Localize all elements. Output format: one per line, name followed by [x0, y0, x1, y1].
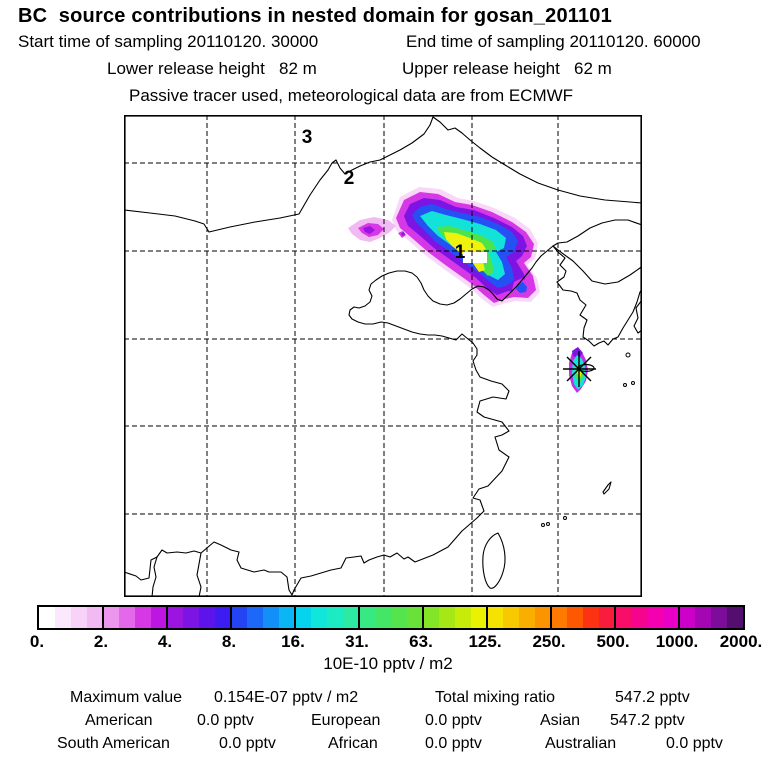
- colorbar-cell: [599, 607, 615, 628]
- inland-border-spur-west: [152, 557, 157, 597]
- colorbar-segment-separator: [486, 607, 488, 628]
- colorbar-segment-separator: [678, 607, 680, 628]
- colorbar-unit-label: 10E-10 pptv / m2: [323, 654, 453, 673]
- graticule: [124, 115, 642, 597]
- small-island: [626, 353, 630, 357]
- inland-border-spur-east: [197, 553, 201, 597]
- colorbar: [37, 605, 745, 630]
- colorbar-cell: [727, 607, 743, 628]
- colorbar-segment-separator: [614, 607, 616, 628]
- start-time-label: Start time of sampling 20110120. 30000: [18, 32, 319, 51]
- colorbar-cell: [231, 607, 247, 628]
- colorbar-segment-separator: [358, 607, 360, 628]
- colorbar-cell: [103, 607, 119, 628]
- taiwan-island: [483, 533, 505, 588]
- small-island: [624, 384, 627, 387]
- colorbar-segment-separator: [102, 607, 104, 628]
- colorbar-tick-label: 16.: [281, 632, 305, 651]
- colorbar-cell: [423, 607, 439, 628]
- colorbar-tick-label: 0.: [29, 632, 45, 651]
- region-samerican-label: South American: [57, 735, 170, 752]
- receptor-star-marker: [563, 351, 596, 387]
- coastlines: [124, 117, 642, 597]
- region-american-label: American: [85, 712, 153, 729]
- colorbar-cell: [567, 607, 583, 628]
- colorbar-cell: [551, 607, 567, 628]
- small-island: [632, 382, 635, 385]
- region-european-value: 0.0 pptv: [425, 712, 482, 729]
- colorbar-cell: [711, 607, 727, 628]
- colorbar-cells: [39, 607, 743, 628]
- colorbar-cell: [151, 607, 167, 628]
- colorbar-tick-label: 125.: [468, 632, 502, 651]
- colorbar-cell: [439, 607, 455, 628]
- small-island: [564, 517, 567, 520]
- colorbar-tick-label: 2000.: [719, 632, 763, 651]
- ryukyu-island: [603, 482, 611, 494]
- colorbar-cell: [183, 607, 199, 628]
- colorbar-cell: [279, 607, 295, 628]
- colorbar-cell: [455, 607, 471, 628]
- region-african-value: 0.0 pptv: [425, 735, 482, 752]
- colorbar-segment-separator: [230, 607, 232, 628]
- colorbar-cell: [263, 607, 279, 628]
- colorbar-cell: [215, 607, 231, 628]
- small-island: [542, 524, 545, 527]
- colorbar-cell: [135, 607, 151, 628]
- colorbar-tick-label: 31.: [345, 632, 369, 651]
- colorbar-cell: [119, 607, 135, 628]
- colorbar-cell: [39, 607, 55, 628]
- region-australian-label: Australian: [545, 735, 617, 752]
- colorbar-cell: [663, 607, 679, 628]
- colorbar-cell: [487, 607, 503, 628]
- map-frame: [125, 116, 641, 596]
- colorbar-cell: [679, 607, 695, 628]
- max-value: 0.154E-07 pptv / m2: [214, 689, 359, 706]
- colorbar-segment-separator: [550, 607, 552, 628]
- colorbar-cell: [295, 607, 311, 628]
- main-plume: [392, 187, 540, 307]
- upper-release-label: Upper release height 62 m: [402, 59, 612, 78]
- colorbar-cell: [695, 607, 711, 628]
- colorbar-cell: [647, 607, 663, 628]
- total-ratio-value: 547.2 pptv: [615, 689, 690, 706]
- total-ratio-label: Total mixing ratio: [435, 689, 556, 706]
- northern-border-line: [124, 117, 642, 232]
- colorbar-tick-label: 2.: [93, 632, 109, 651]
- page-title: BC source contributions in nested domain for gosan_201101: [18, 5, 612, 27]
- colorbar-tick-label: 250.: [532, 632, 566, 651]
- region-number-3: 3: [301, 127, 313, 148]
- colorbar-cell: [375, 607, 391, 628]
- colorbar-cell: [583, 607, 599, 628]
- colorbar-cell: [247, 607, 263, 628]
- small-island: [547, 523, 550, 526]
- end-time-label: End time of sampling 20110120. 60000: [406, 32, 701, 51]
- colorbar-cell: [327, 607, 343, 628]
- colorbar-cell: [615, 607, 631, 628]
- colorbar-tick-label: 8.: [221, 632, 237, 651]
- colorbar-tick-label: 1000.: [655, 632, 699, 651]
- tracer-note-label: Passive tracer used, meteorological data are from ECMWF: [129, 86, 574, 105]
- colorbar-cell: [343, 607, 359, 628]
- colorbar-cell: [631, 607, 647, 628]
- colorbar-cell: [311, 607, 327, 628]
- colorbar-segment-separator: [166, 607, 168, 628]
- colorbar-cell: [471, 607, 487, 628]
- yalu-border-line: [553, 246, 642, 284]
- region-samerican-value: 0.0 pptv: [219, 735, 276, 752]
- region-asian-label: Asian: [540, 712, 581, 729]
- region-asian-value: 547.2 pptv: [610, 712, 685, 729]
- colorbar-cell: [87, 607, 103, 628]
- max-value-label: Maximum value: [70, 689, 183, 706]
- lower-release-label: Lower release height 82 m: [107, 59, 317, 78]
- region-number-1: 1: [454, 242, 466, 263]
- region-american-value: 0.0 pptv: [197, 712, 254, 729]
- colorbar-cell: [359, 607, 375, 628]
- plume-white-notch: [463, 252, 487, 263]
- colorbar-segment-separator: [294, 607, 296, 628]
- colorbar-cell: [71, 607, 87, 628]
- colorbar-cell: [407, 607, 423, 628]
- colorbar-tick-label: 500.: [596, 632, 630, 651]
- colorbar-tick-label: 63.: [409, 632, 433, 651]
- colorbar-cell: [519, 607, 535, 628]
- russia-korea-coast: [553, 220, 642, 346]
- region-european-label: European: [311, 712, 381, 729]
- colorbar-cell: [535, 607, 551, 628]
- region-african-label: African: [328, 735, 378, 752]
- colorbar-segment-separator: [422, 607, 424, 628]
- map-panel: [124, 115, 642, 597]
- region-australian-value: 0.0 pptv: [666, 735, 723, 752]
- colorbar-tick-label: 4.: [157, 632, 173, 651]
- colorbar-cell: [199, 607, 215, 628]
- colorbar-cell: [503, 607, 519, 628]
- colorbar-cell: [167, 607, 183, 628]
- colorbar-cell: [391, 607, 407, 628]
- colorbar-cell: [55, 607, 71, 628]
- colorbar-ticks: [29, 632, 763, 652]
- region-number-2: 2: [343, 168, 355, 189]
